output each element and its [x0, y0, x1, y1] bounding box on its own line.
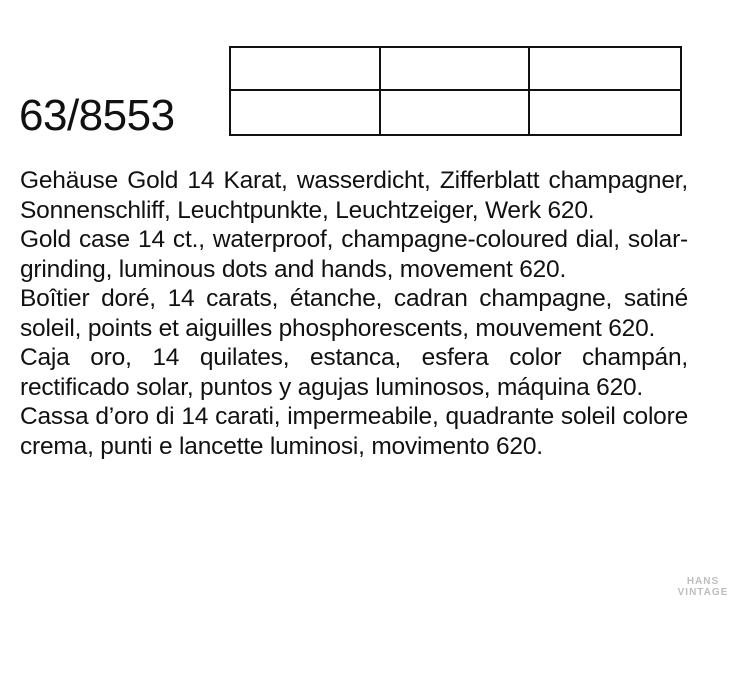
description-spanish: Caja oro, 14 quilates, estanca, esfera color champán, rectificado solar, puntos y agujas luminosos, máquina 620.	[20, 344, 688, 401]
grid-cell	[231, 91, 381, 134]
watermark-line: VINTAGE	[677, 587, 729, 598]
grid-cell	[381, 48, 531, 91]
description-english: Gold case 14 ct., waterproof, champagne-coloured dial, solar-grinding, luminous dots and hands, movement 620.	[20, 226, 688, 283]
description-german: Gehäuse Gold 14 Karat, wasserdicht, Zifferblatt champagner, Sonnenschliff, Leuchtpunkte, Leuchtzeiger, Werk 620.	[20, 167, 688, 224]
grid-cell	[530, 91, 680, 134]
grid-cell	[530, 48, 680, 91]
grid-cell	[231, 48, 381, 91]
grid-cell	[381, 91, 531, 134]
description-italian: Cassa d’oro di 14 carati, impermeabile, quadrante soleil colore crema, punti e lancette luminosi, movimento 620.	[20, 403, 688, 460]
reference-grid	[229, 46, 682, 136]
description-french: Boîtier doré, 14 carats, étanche, cadran champagne, satiné soleil, points et aiguilles phosphorescents, mouvement 620.	[20, 285, 688, 342]
model-number: 63/8553	[19, 91, 175, 140]
description-block	[20, 166, 688, 461]
watermark	[676, 576, 730, 598]
watermark-line: HANS	[686, 576, 720, 587]
